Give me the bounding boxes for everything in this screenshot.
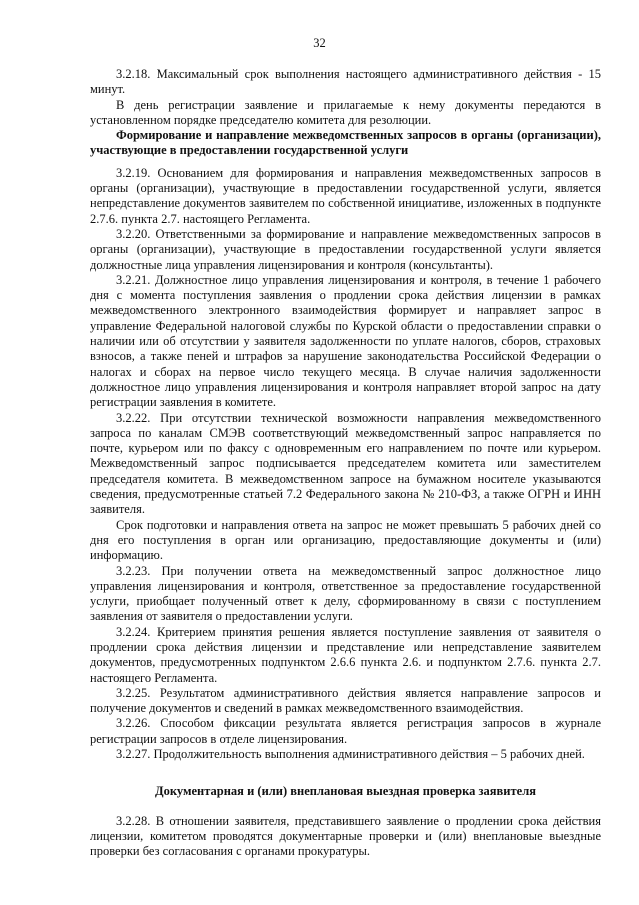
paragraph-3-2-19: 3.2.19. Основанием для формирования и направления межведомственных запросов в органы (организации), участвующие в предоставлении государственной услуги, является непредставление документов заявителем по собственной инициативе, изложенных в подпункте 2.7.6. пункта 2.7. настоящего Регламента. xyxy=(90,165,601,226)
paragraph-3-2-25: 3.2.25. Результатом административного действия является направление запросов и получение документов и сведений в рамках межведомственного взаимодействия. xyxy=(90,685,601,716)
document-body xyxy=(90,67,601,860)
paragraph-3-2-28: 3.2.28. В отношении заявителя, представившего заявление о продлении срока действия лицензии, комитетом проводятся документарные проверки и (или) внеплановые выездные проверки без согласования с органами прокуратуры. xyxy=(90,813,601,859)
paragraph-3-2-21: 3.2.21. Должностное лицо управления лицензирования и контроля, в течение 1 рабочего дня с момента поступления заявления о продлении срока действия лицензии в рамках межведомственного электронного взаимодействия формирует и направляет запрос в управление Федеральной налоговой службы по Курской области о предоставлении справки о наличии или об отсутствии у заявителя задолженности по уплате налогов, сборов, страховых взносов, а также пеней и штрафов за нарушение законодательства Российской Федерации о налогах и сборах на первое число текущего месяца. В случае наличия задолженности должностное лицо управления лицензирования и контроля направляет второй запрос на дату регистрации заявления в комитете. xyxy=(90,272,601,410)
page-number: 32 xyxy=(313,36,326,50)
paragraph-3-2-24: 3.2.24. Критерием принятия решения является поступление заявления от заявителя о продлении срока действия лицензии и представление или непредставление заявителем документов, предусмотренных подпунктом 2.6.6 пункта 2.6. и подпунктом 2.7.6. пункта 2.7. настоящего Регламента. xyxy=(90,624,601,685)
section-heading-interagency-requests: Формирование и направление межведомственных запросов в органы (организации), участвующие в предоставлении государственной услуги xyxy=(90,128,601,158)
paragraph-3-2-22: 3.2.22. При отсутствии технической возможности направления межведомственного запроса по каналам СМЭВ соответствующий межведомственный запрос направляется по почте, курьером или по факсу с одновременным его направлением по почте или курьером. Межведомственный запрос подписывается председателем комитета или заместителем председателя комитета. В межведомственном запросе на бумажном носителе указываются сведения, предусмотренные статьей 7.2 Федерального закона № 210-ФЗ, а также ОГРН и ИНН заявителя. xyxy=(90,410,601,517)
section-heading-inspection: Документарная и (или) внеплановая выездная проверка заявителя xyxy=(155,784,536,799)
paragraph-response-deadline: Срок подготовки и направления ответа на запрос не может превышать 5 рабочих дней со дня его поступления в орган или организацию, предоставляющие документы и (или) информацию. xyxy=(90,517,601,563)
paragraph-registration-transfer: В день регистрации заявление и прилагаемые к нему документы передаются в установленном порядке председателю комитета для резолюции. xyxy=(90,97,601,127)
paragraph-3-2-23: 3.2.23. При получении ответа на межведомственный запрос должностное лицо управления лицензирования и контроля, ответственное за предоставление государственной услуги, приобщает полученный ответ к делу, сформированному в связи с поступлением заявления от заявителя о предоставлении услуги. xyxy=(90,563,601,624)
paragraph-3-2-18: 3.2.18. Максимальный срок выполнения настоящего административного действия - 15 минут. xyxy=(90,67,601,97)
paragraph-3-2-26: 3.2.26. Способом фиксации результата является регистрация запросов в журнале регистрации запросов в отделе лицензирования. xyxy=(90,716,601,746)
paragraph-3-2-20: 3.2.20. Ответственными за формирование и направление межведомственных запросов в органы (организации), участвующие в предоставлении государственной услуги является должностные лица управления лицензирования и контроля (консультанты). xyxy=(90,226,601,272)
paragraph-3-2-27: 3.2.27. Продолжительность выполнения административного действия – 5 рабочих дней. xyxy=(116,747,585,762)
